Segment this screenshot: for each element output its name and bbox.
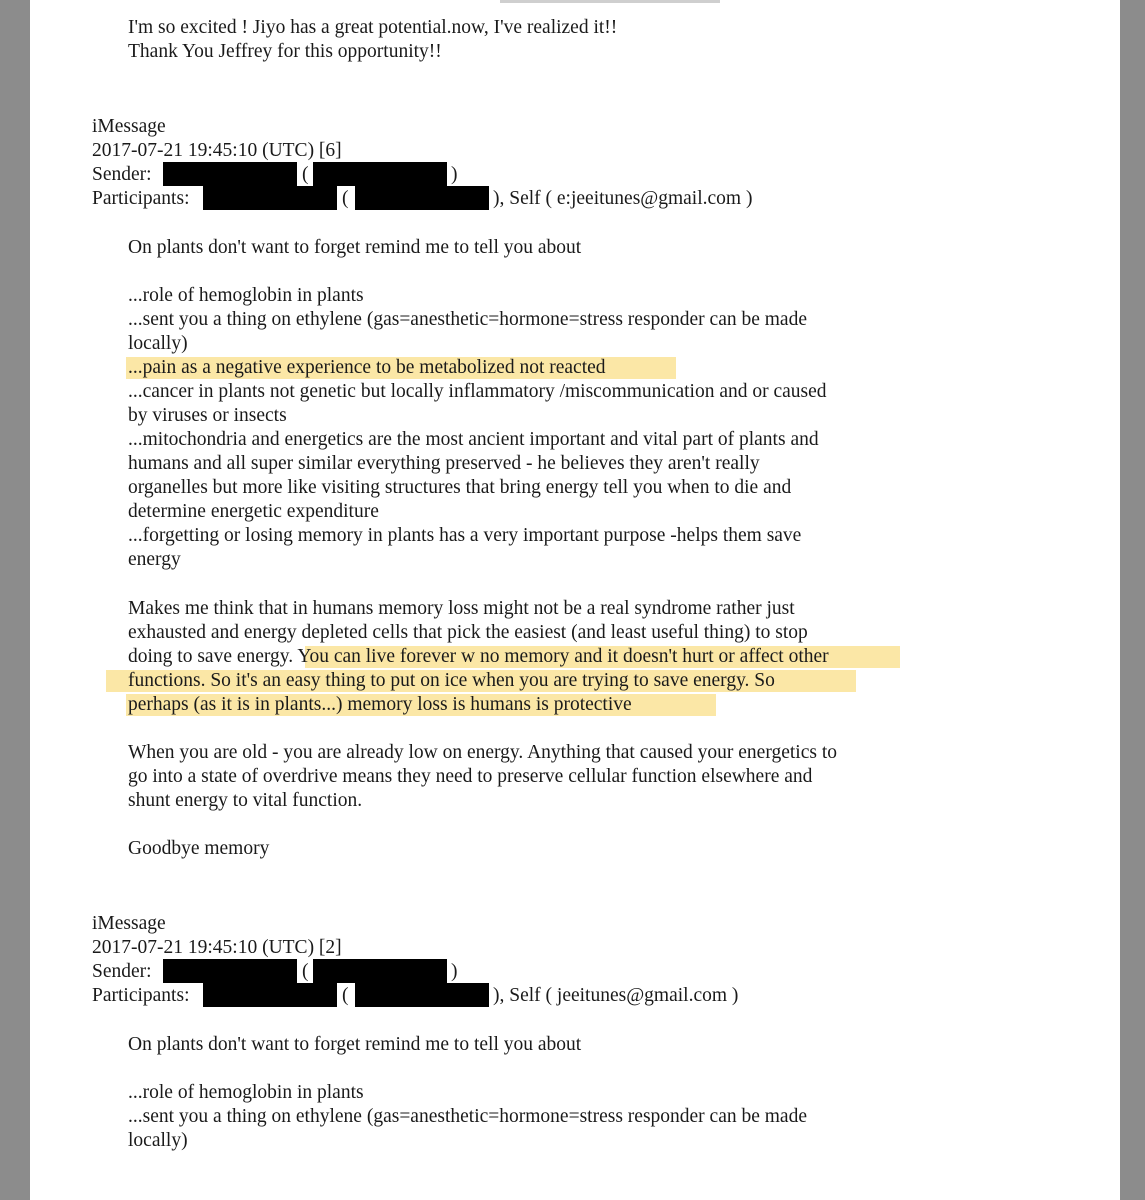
body-line: locally) [128,333,188,354]
redaction-bar [163,162,297,186]
body-line: ...role of hemoglobin in plants [128,285,364,306]
message-type: iMessage [92,116,166,137]
participants-open-paren: ( [342,188,349,209]
message-timestamp: 2017-07-21 19:45:10 (UTC) [6] [92,140,342,161]
body-line: organelles but more like visiting structures that bring energy tell you when to die and [128,477,792,498]
redaction-bar [203,983,337,1007]
redaction-bar [355,983,489,1007]
redaction-bar [313,959,447,983]
highlighted-line: perhaps (as it is in plants...) memory loss is humans is protective [128,694,632,715]
body-line: Goodbye memory [128,838,270,859]
intro-line-1: I'm so excited ! Jiyo has a great potential.now, I've realized it!! [128,17,618,38]
sender-close-paren: ) [451,961,458,982]
body-line: locally) [128,1130,188,1151]
body-line: ...mitochondria and energetics are the most ancient important and vital part of plants and [128,429,819,450]
sender-close-paren: ) [451,164,458,185]
body-line: determine energetic expenditure [128,501,379,522]
body-line: go into a state of overdrive means they need to preserve cellular function elsewhere and [128,766,813,787]
message-timestamp: 2017-07-21 19:45:10 (UTC) [2] [92,937,342,958]
message-type: iMessage [92,913,166,934]
participants-open-paren: ( [342,985,349,1006]
body-line: shunt energy to vital function. [128,790,363,811]
document-page [30,0,1120,1200]
body-line: ...cancer in plants not genetic but locally inflammatory /miscommunication and or caused [128,381,827,402]
redaction-bar [163,959,297,983]
body-line: energy [128,549,181,570]
highlighted-line: doing to save energy. You can live forever w no memory and it doesn't hurt or affect other [128,646,829,667]
body-line: Makes me think that in humans memory loss might not be a real syndrome rather just [128,598,795,619]
sender-open-paren: ( [302,164,309,185]
intro-line-2: Thank You Jeffrey for this opportunity!! [128,41,442,62]
redaction-bar [313,162,447,186]
sender-open-paren: ( [302,961,309,982]
body-line: When you are old - you are already low on energy. Anything that caused your energetics to [128,742,837,763]
body-line: On plants don't want to forget remind me to tell you about [128,237,582,258]
redaction-bar [355,186,489,210]
highlighted-line: functions. So it's an easy thing to put on ice when you are trying to save energy. So [128,670,775,691]
sender-label: Sender: [92,961,152,982]
body-line: ...role of hemoglobin in plants [128,1082,364,1103]
body-line: ...sent you a thing on ethylene (gas=anesthetic=hormone=stress responder can be made [128,309,807,330]
body-line: ...sent you a thing on ethylene (gas=anesthetic=hormone=stress responder can be made [128,1106,807,1127]
body-line: humans and all super similar everything preserved - he believes they aren't really [128,453,760,474]
body-line: On plants don't want to forget remind me to tell you about [128,1034,582,1055]
body-line: ...forgetting or losing memory in plants has a very important purpose -helps them save [128,525,802,546]
body-line: exhausted and energy depleted cells that pick the easiest (and least useful thing) to stop [128,622,808,643]
participants-label: Participants: [92,985,190,1006]
highlighted-line: ...pain as a negative experience to be metabolized not reacted [128,357,606,378]
participants-tail: ), Self ( e:jeeitunes@gmail.com ) [493,188,753,209]
body-line: by viruses or insects [128,405,287,426]
participants-label: Participants: [92,188,190,209]
redaction-bar [203,186,337,210]
page-top-divider [500,0,720,3]
sender-label: Sender: [92,164,152,185]
participants-tail: ), Self ( jeeitunes@gmail.com ) [493,985,739,1006]
